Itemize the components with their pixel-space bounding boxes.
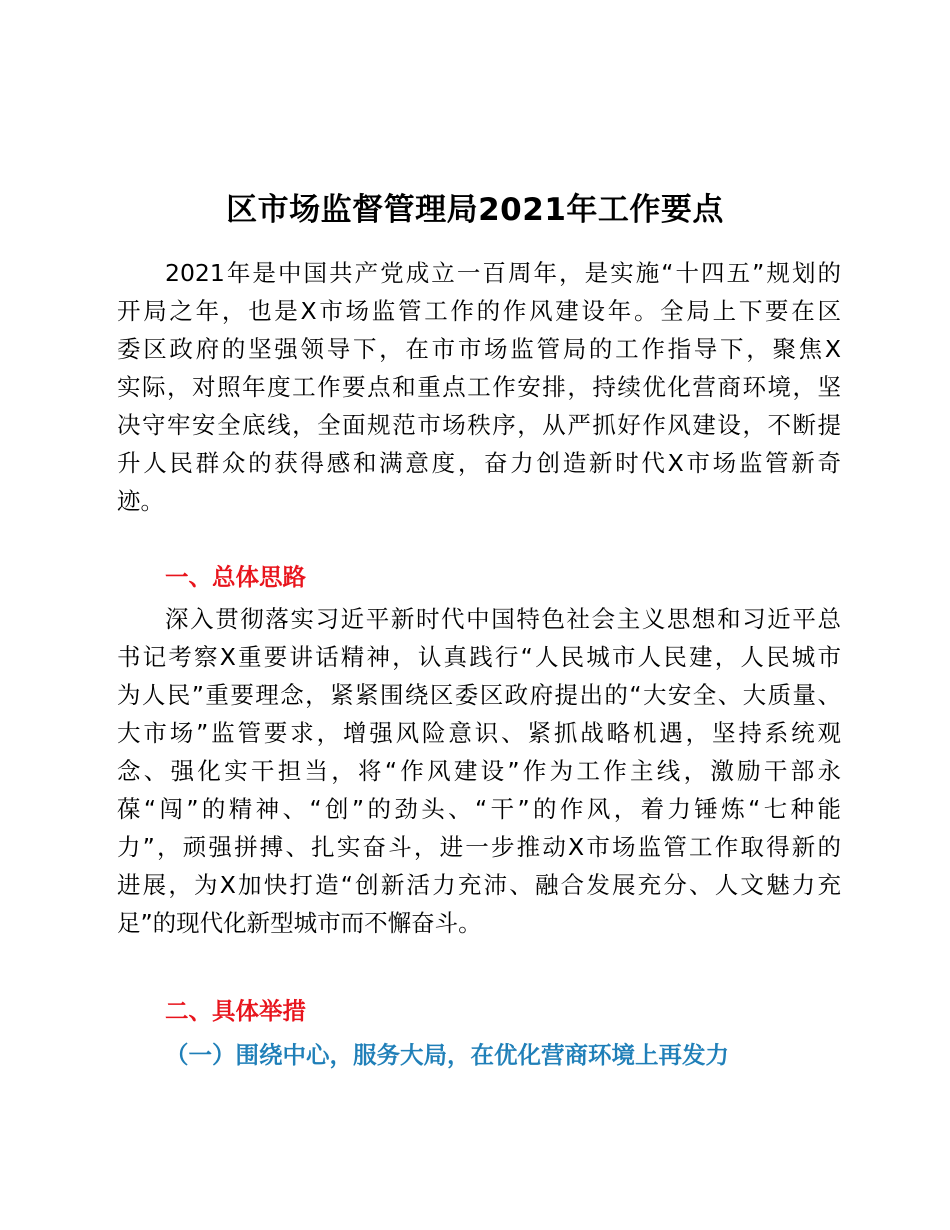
paragraph-line: 迹。 bbox=[117, 487, 164, 515]
subsection-heading-business-environment: （一）围绕中心，服务大局，在优化营商环境上再发力 bbox=[165, 1041, 729, 1069]
paragraph-line: 实际，对照年度工作要点和重点工作安排，持续优化营商环境，坚 bbox=[117, 373, 841, 401]
paragraph-line: 葆“闯”的精神、“创”的劲头、“干”的作风，着力锤炼“七种能 bbox=[117, 795, 841, 823]
paragraph-line: 大市场”监管要求，增强风险意识、紧抓战略机遇，坚持系统观 bbox=[117, 719, 841, 747]
paragraph-line: 进展，为X加快打造“创新活力充沛、融合发展充分、人文魅力充 bbox=[117, 871, 841, 899]
paragraph-line: 决守牢安全底线，全面规范市场秩序，从严抓好作风建设，不断提 bbox=[117, 411, 841, 439]
intro-paragraph bbox=[117, 254, 841, 520]
paragraph-line: 升人民群众的获得感和满意度，奋力创造新时代X市场监管新奇 bbox=[117, 449, 841, 477]
paragraph-line: 委区政府的坚强领导下，在市市场监管局的工作指导下，聚焦X bbox=[117, 335, 841, 363]
paragraph-line: 开局之年，也是X市场监管工作的作风建设年。全局上下要在区 bbox=[117, 297, 841, 325]
section-heading-specific-measures: 二、具体举措 bbox=[165, 997, 306, 1025]
document-title: 区市场监督管理局2021年工作要点 bbox=[226, 192, 724, 228]
overall-approach-paragraph bbox=[117, 600, 841, 942]
paragraph-line: 为人民”重要理念，紧紧围绕区委区政府提出的“大安全、大质量、 bbox=[117, 681, 841, 709]
paragraph-line: 力”，顽强拼搏、扎实奋斗，进一步推动X市场监管工作取得新的 bbox=[117, 833, 841, 861]
section-heading-overall-approach: 一、总体思路 bbox=[165, 563, 306, 591]
paragraph-line: 2021年是中国共产党成立一百周年，是实施“十四五”规划的 bbox=[165, 259, 841, 287]
paragraph-line: 足”的现代化新型城市而不懈奋斗。 bbox=[117, 909, 482, 937]
paragraph-line: 深入贯彻落实习近平新时代中国特色社会主义思想和习近平总 bbox=[165, 605, 841, 633]
paragraph-line: 书记考察X重要讲话精神，认真践行“人民城市人民建，人民城市 bbox=[117, 643, 841, 671]
paragraph-line: 念、强化实干担当，将“作风建设”作为工作主线，激励干部永 bbox=[117, 757, 841, 785]
